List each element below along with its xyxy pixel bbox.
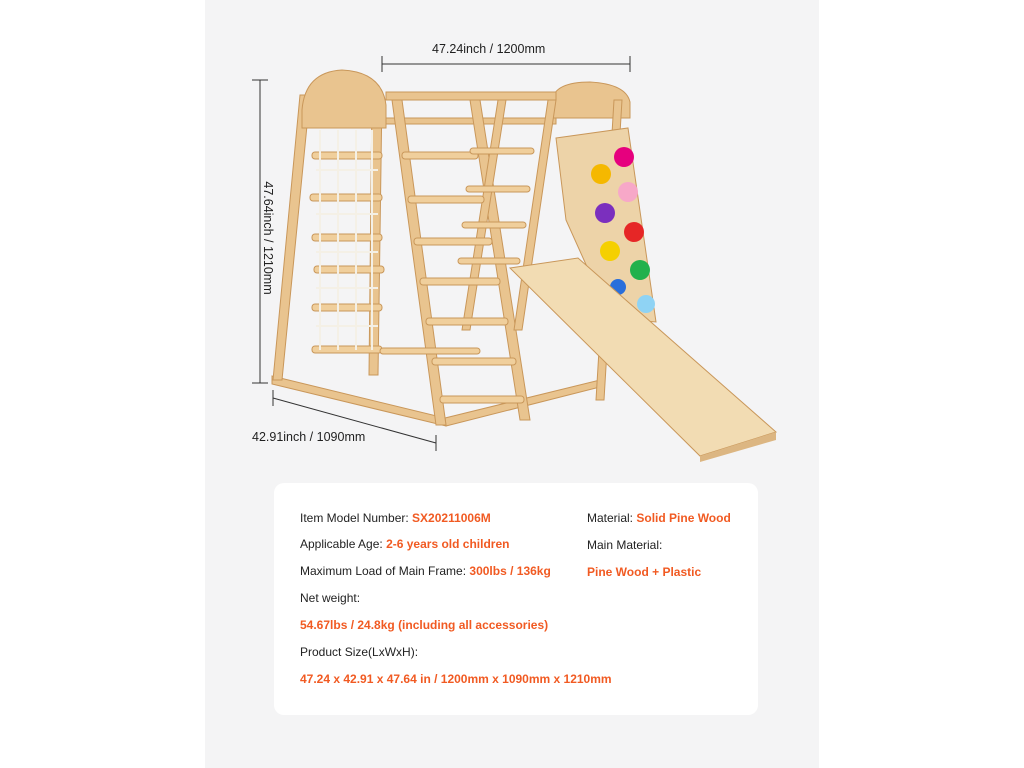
hold-icon (618, 182, 638, 202)
spec-load-label: Maximum Load of Main Frame: (300, 564, 467, 578)
hold-icon (624, 222, 644, 242)
spec-material (587, 511, 731, 525)
hold-icon (591, 164, 611, 184)
spec-weight-value: 54.67lbs / 24.8kg (including all accessories) (300, 618, 549, 632)
spec-age-value: 2-6 years old children (386, 537, 510, 551)
hold-icon (637, 295, 655, 313)
spec-main-material-value: Pine Wood + Plastic (587, 565, 702, 579)
spec-model (300, 511, 491, 525)
spec-material-label: Material: (587, 511, 634, 525)
spec-age-label: Applicable Age: (300, 537, 383, 551)
spec-model-value: SX20211006M (412, 511, 491, 525)
ladder-rail-left (392, 100, 446, 425)
spec-material-value: Solid Pine Wood (636, 511, 731, 525)
spec-size-value: 47.24 x 42.91 x 47.64 in / 1200mm x 1090mm x 1210mm (300, 672, 612, 686)
wood-frame (272, 70, 630, 426)
height-dimension-label: 47.64inch / 1210mm (261, 181, 275, 295)
left-arch-panel (302, 70, 386, 128)
hold-icon (595, 203, 615, 223)
depth-dimension-label: 42.91inch / 1090mm (252, 430, 366, 444)
spec-model-label: Item Model Number: (300, 511, 409, 525)
hold-icon (614, 147, 634, 167)
hold-icon (630, 260, 650, 280)
left-post-a (273, 95, 310, 380)
base-rail-left (272, 376, 446, 426)
spec-load-value: 300lbs / 136kg (469, 564, 551, 578)
spec-age (300, 537, 509, 551)
spec-weight-label: Net weight: (300, 591, 361, 605)
spec-card (274, 483, 758, 715)
width-dimension-label: 47.24inch / 1200mm (432, 42, 546, 56)
spec-load (300, 564, 551, 578)
spec-size-label: Product Size(LxWxH): (300, 645, 419, 659)
top-beam (386, 92, 556, 100)
spec-main-material-label: Main Material: (587, 538, 663, 552)
hold-icon (600, 241, 620, 261)
